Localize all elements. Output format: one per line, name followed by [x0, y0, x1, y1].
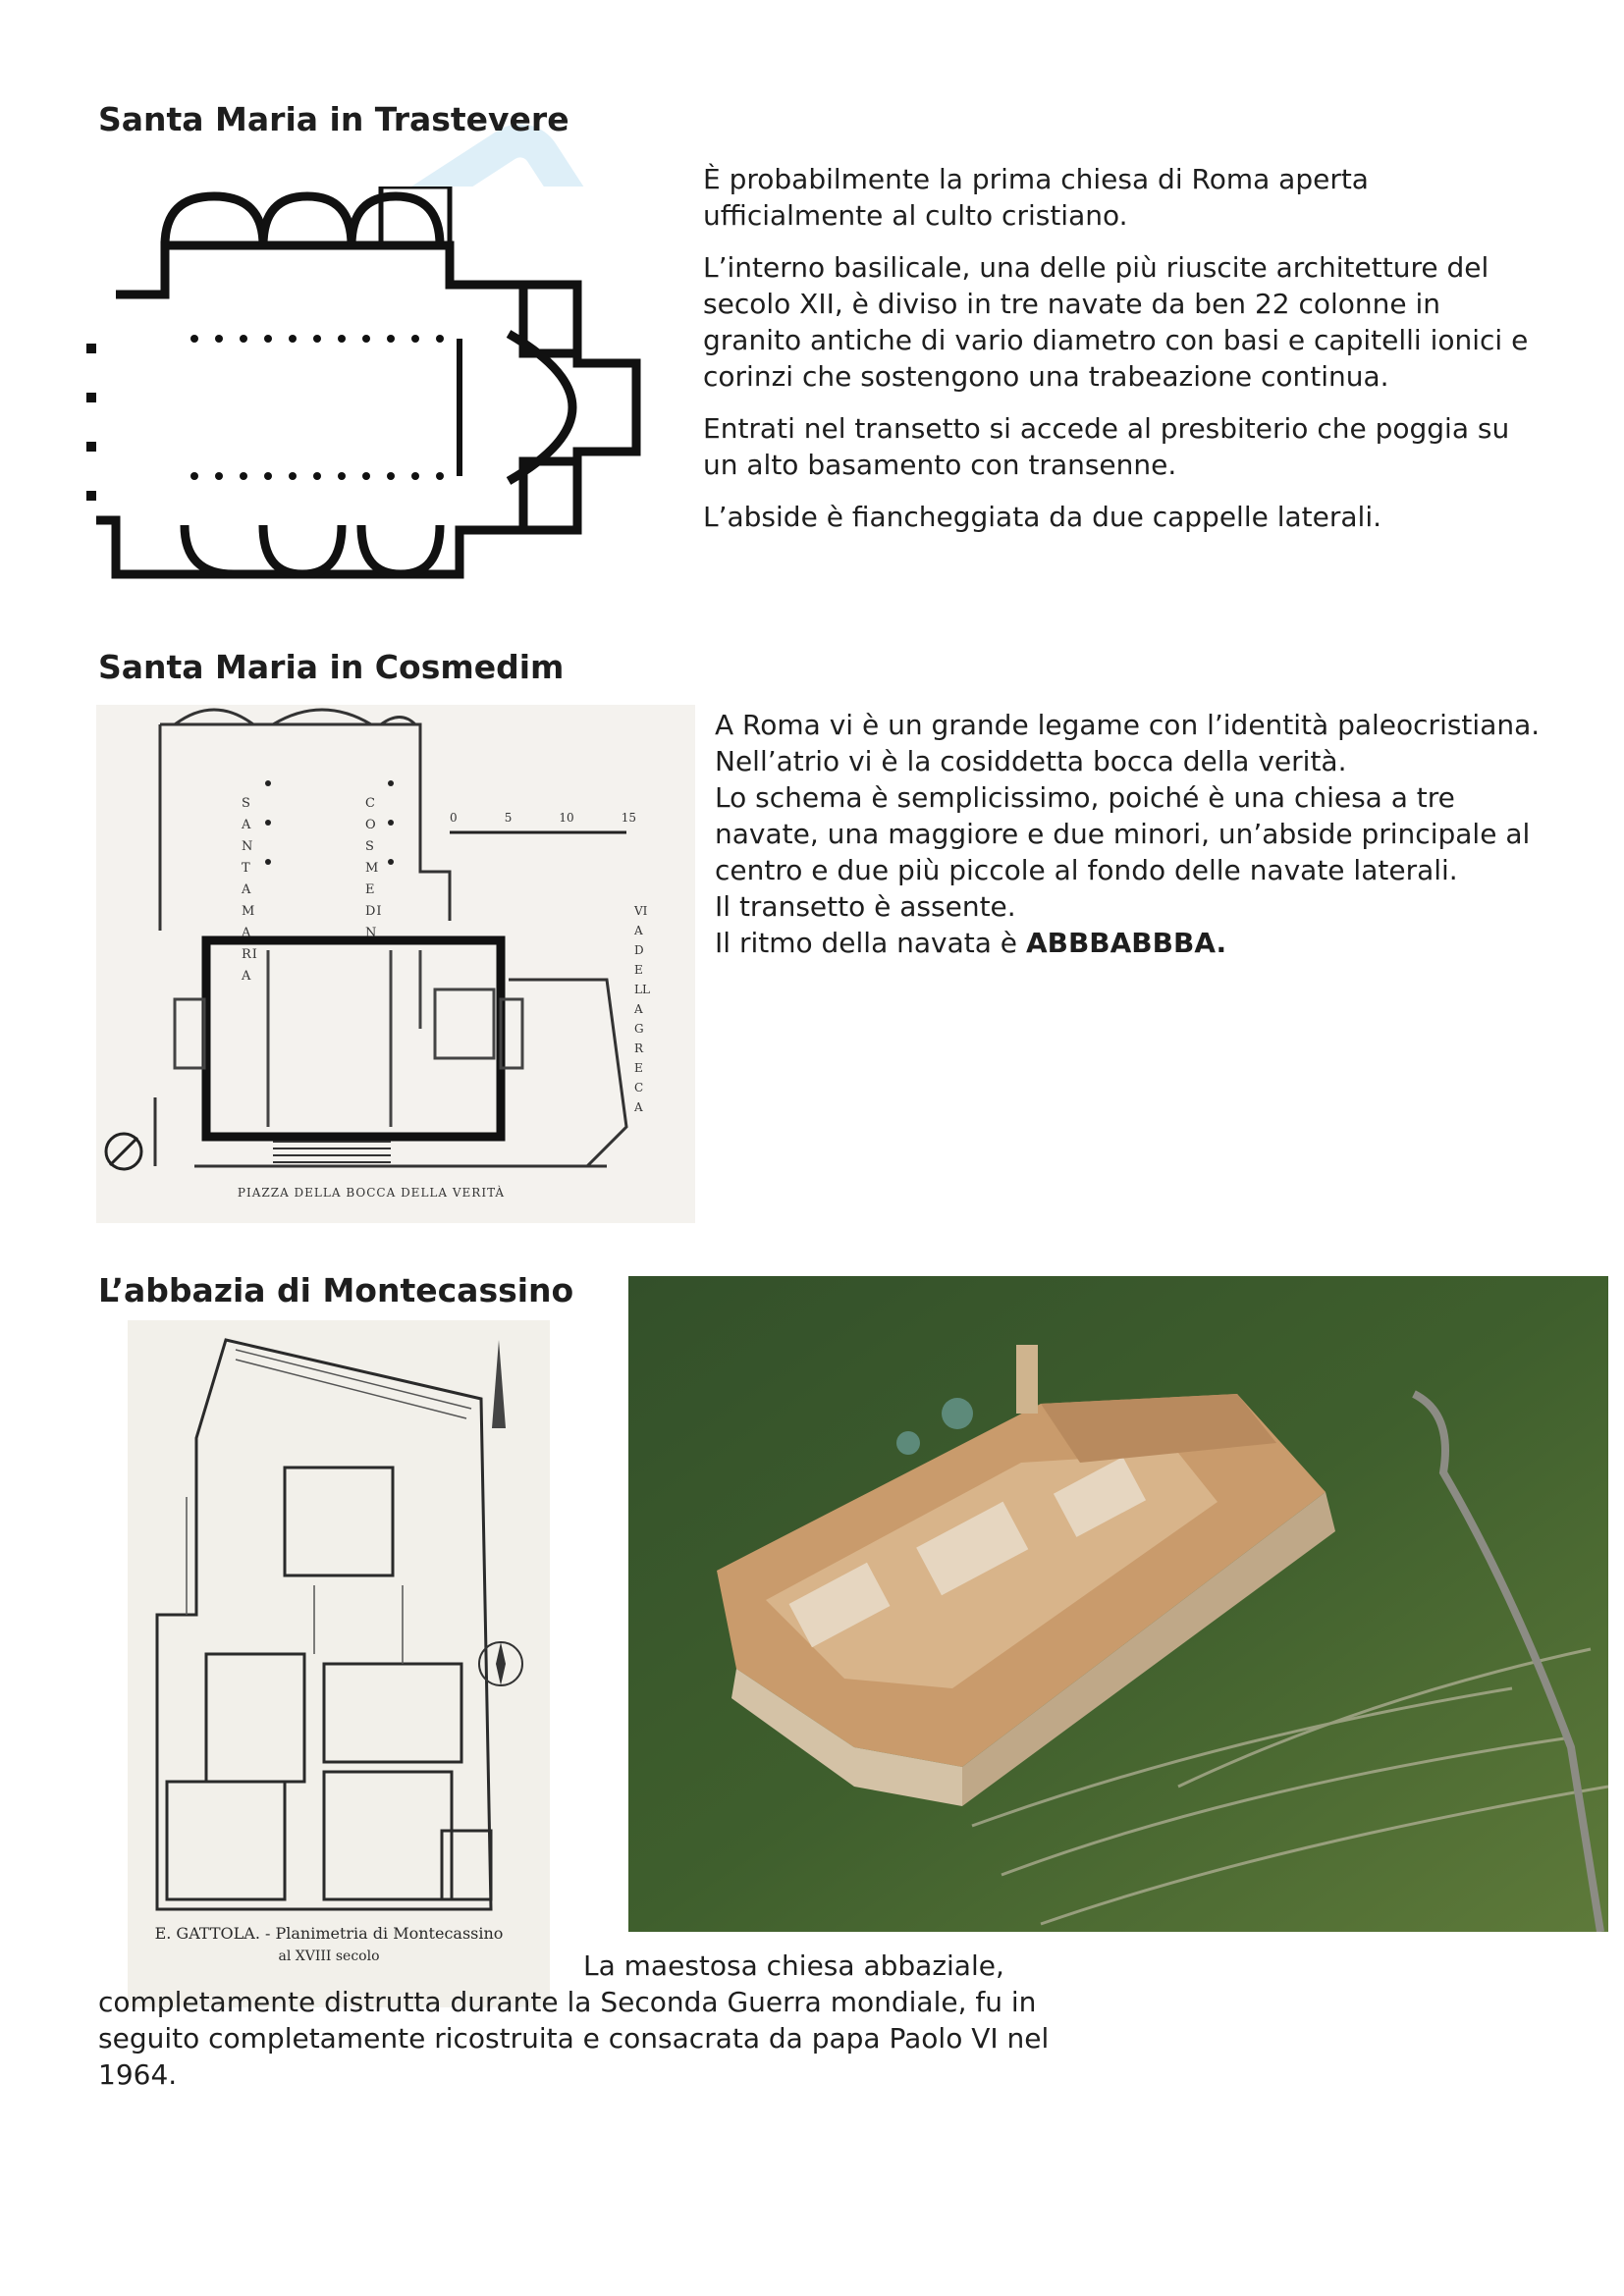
cosmedin-description [715, 707, 1559, 961]
plan-label-nave: SANTA MARIA [242, 796, 258, 984]
plan-caption-century: al XVIII secolo [278, 1949, 380, 1964]
cosmedin-line-2: Nell’atrio vi è la cosiddetta bocca della verità. [715, 745, 1347, 777]
section-title-cosmedin: Santa Maria in Cosmedim [98, 648, 565, 686]
scale-tick-15: 15 [621, 811, 636, 825]
scale-tick-10: 10 [559, 811, 574, 825]
plan-caption-title: E. GATTOLA. - Planimetria di Montecassino [154, 1924, 504, 1943]
montecassino-plan-engraving [128, 1320, 550, 2007]
section-title-trastevere: Santa Maria in Trastevere [98, 100, 569, 138]
trastevere-floor-plan [86, 187, 666, 579]
plan-label-street: VIA DELLA GRECA [634, 904, 650, 1114]
cosmedin-line-3: Lo schema è semplicissimo, poiché è una chiesa a tre navate, una maggiore e due minori, un’abside principale al centro e due più piccole al fondo delle navate laterali. [715, 781, 1531, 886]
cosmedin-line-1: A Roma vi è un grande legame con l’identità paleocristiana. [715, 709, 1541, 741]
montecassino-aerial-photo [628, 1276, 1608, 1932]
trastevere-paragraph-3: Entrati nel transetto si accede al presbiterio che poggia su un alto basamento con transenne. [703, 412, 1510, 481]
plan-label-aisle: COSMEDIN [365, 796, 383, 940]
rhythm-value: ABBBABBBA. [1025, 927, 1227, 959]
plan-label-piazza: PIAZZA DELLA BOCCA DELLA VERITÀ [237, 1186, 506, 1200]
rhythm-prefix: Il ritmo della navata è [715, 927, 1026, 959]
trastevere-paragraph-1: È probabilmente la prima chiesa di Roma aperta ufficialmente al culto cristiano. [703, 163, 1369, 232]
montecassino-description: La maestosa chiesa abbaziale, completamente distrutta durante la Seconda Guerra mondiale, fu in seguito completamente ricostruita e consacrata da papa Paolo VI nel 1964. [98, 1949, 1050, 2091]
cosmedin-line-5 [715, 925, 1559, 961]
cosmedin-line-4: Il transetto è assente. [715, 890, 1016, 923]
scale-tick-0: 0 [450, 811, 458, 825]
plan-scale [450, 811, 636, 825]
trastevere-description [703, 161, 1547, 535]
scale-tick-5: 5 [504, 811, 513, 825]
trastevere-paragraph-4: L’abside è fiancheggiata da due cappelle laterali. [703, 501, 1382, 533]
cosmedin-floor-plan [96, 705, 695, 1223]
trastevere-paragraph-2: L’interno basilicale, una delle più riuscite architetture del secolo XII, è diviso in tre navate da ben 22 colonne in granito antiche di vario diametro con basi e capitelli ionici e corinzi che sostengono una trabeazione continua. [703, 251, 1529, 393]
section-title-montecassino: L’abbazia di Montecassino [98, 1271, 574, 1309]
